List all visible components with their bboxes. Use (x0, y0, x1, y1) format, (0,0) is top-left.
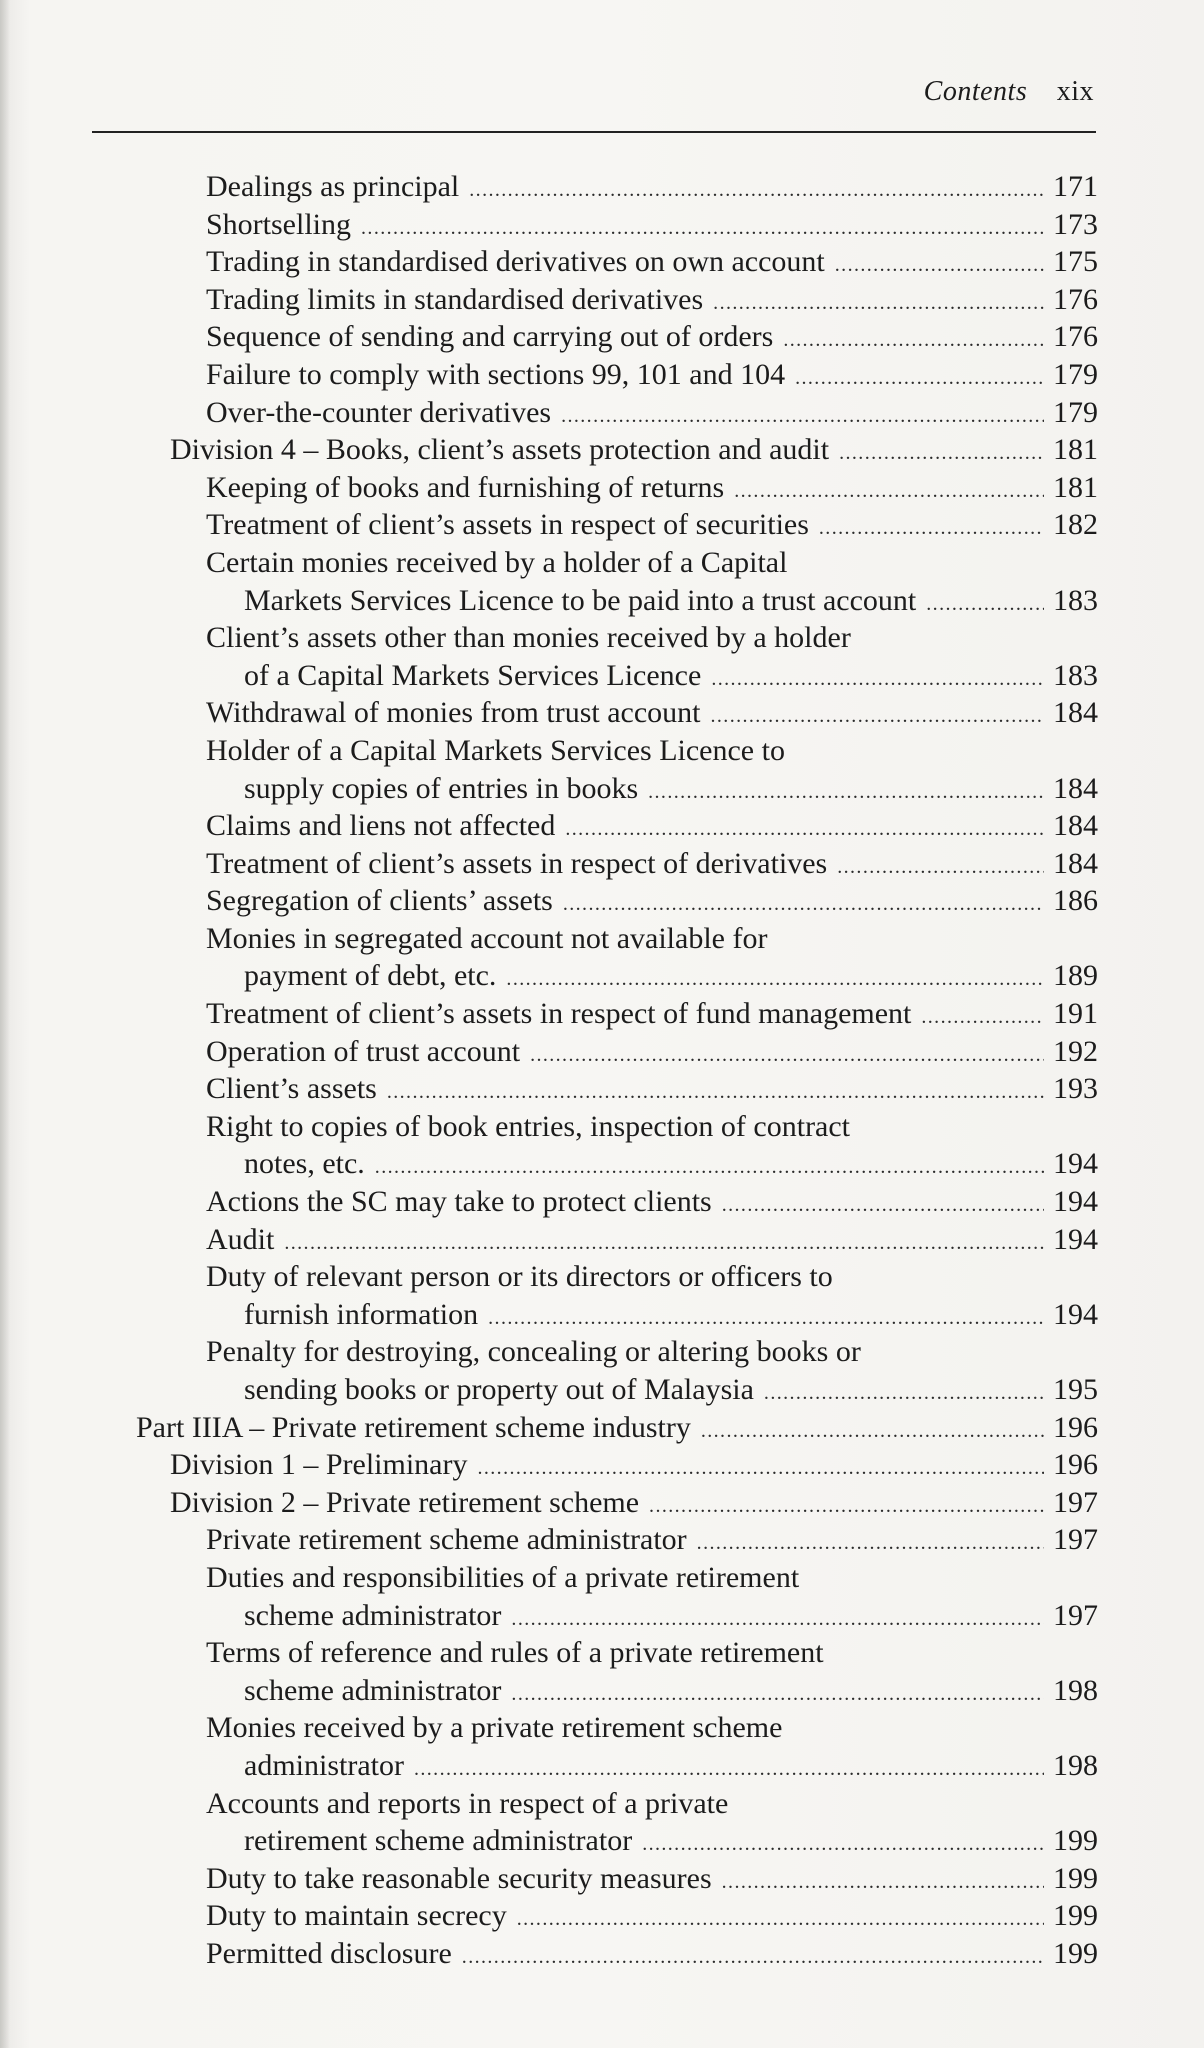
toc-entry-line (0, 318, 1204, 356)
toc-entry-line (0, 469, 1204, 507)
toc-page-number: 193 (1053, 1072, 1098, 1106)
toc-entry-title: Permitted disclosure (206, 1936, 452, 1970)
toc-entry-title: Part IIIA – Private retirement scheme industry (136, 1410, 691, 1444)
toc-page-number: 183 (1053, 583, 1098, 617)
dot-leader (517, 1901, 1044, 1939)
toc-entry-title: Division 2 – Private retirement scheme (170, 1485, 640, 1519)
dot-leader (565, 811, 1044, 849)
toc-entry (0, 1446, 1204, 1484)
toc-page-number: 189 (1053, 959, 1098, 993)
dot-leader (563, 886, 1044, 924)
toc-entry (0, 1860, 1204, 1898)
toc-entry-title: Treatment of client’s assets in respect of derivatives (206, 846, 828, 880)
toc-entry-line (0, 1747, 1204, 1785)
toc-page-number: 199 (1053, 1861, 1098, 1895)
toc-page-number: 179 (1053, 395, 1098, 429)
toc-page-number: 199 (1053, 1899, 1098, 1933)
dot-leader (795, 360, 1044, 398)
toc-entry (0, 281, 1204, 319)
toc-entry-title: Actions the SC may take to protect clients (206, 1185, 712, 1219)
toc-entry-line (0, 356, 1204, 394)
toc-entry-line (0, 431, 1204, 469)
toc-page-number: 194 (1053, 1297, 1098, 1331)
toc-entry (0, 619, 1204, 694)
toc-entry-title: Markets Services Licence to be paid into a trust account (244, 583, 917, 617)
toc-page-number: 196 (1053, 1410, 1098, 1444)
toc-entry-line (0, 1822, 1204, 1860)
toc-entry (0, 544, 1204, 619)
toc-entry-title: Withdrawal of monies from trust account (206, 696, 701, 730)
toc-page-number: 194 (1053, 1147, 1098, 1181)
toc-entry-line (0, 1860, 1204, 1898)
toc-page-number: 199 (1053, 1936, 1098, 1970)
dot-leader (530, 1037, 1044, 1075)
toc-entry (0, 506, 1204, 544)
dot-leader (469, 172, 1044, 210)
toc-page-number: 176 (1053, 282, 1098, 316)
toc-page-number: 181 (1053, 433, 1098, 467)
toc-entry (0, 1785, 1204, 1860)
toc-entry-line (0, 1672, 1204, 1710)
toc-page-number: 199 (1053, 1824, 1098, 1858)
toc-entry-line (0, 281, 1204, 319)
toc-entry (0, 995, 1204, 1033)
toc-entry-line (0, 995, 1204, 1033)
toc-entry-title: Failure to comply with sections 99, 101 and 104 (206, 357, 786, 391)
toc-entry-line (0, 243, 1204, 281)
toc-entry-title: retirement scheme administrator (244, 1824, 633, 1858)
toc-entry-line (0, 882, 1204, 920)
dot-leader (361, 210, 1044, 248)
toc-entry-line (0, 394, 1204, 432)
toc-page-number: 198 (1053, 1673, 1098, 1707)
dot-leader (711, 698, 1045, 736)
toc-entry-line (0, 1446, 1204, 1484)
toc-entry-title: Holder of a Capital Markets Services Licence to (206, 733, 785, 767)
toc-entry (0, 694, 1204, 732)
toc-entry (0, 1935, 1204, 1973)
toc-entry-line (0, 957, 1204, 995)
toc-entry (0, 243, 1204, 281)
toc-entry (0, 206, 1204, 244)
toc-entry (0, 318, 1204, 356)
toc-entry (0, 1409, 1204, 1447)
toc-entry (0, 1221, 1204, 1259)
toc-entry-line (0, 1484, 1204, 1522)
toc-entry-title: Client’s assets (206, 1072, 377, 1106)
toc-entry (0, 168, 1204, 206)
dot-leader (387, 1074, 1044, 1112)
running-header-title: Contents (923, 76, 1028, 107)
dot-leader (819, 510, 1044, 548)
toc-entry (0, 882, 1204, 920)
toc-entry-title: Shortselling (206, 207, 352, 241)
toc-entry-line (0, 694, 1204, 732)
running-header-page-number: xix (1056, 76, 1094, 107)
toc-page-number: 184 (1053, 771, 1098, 805)
toc-page-number: 197 (1053, 1485, 1098, 1519)
dot-leader (764, 1375, 1044, 1413)
dot-leader (648, 774, 1044, 812)
dot-leader (713, 285, 1044, 323)
dot-leader (835, 247, 1044, 285)
toc-entry-line (0, 1070, 1204, 1108)
toc-entry-line (0, 1409, 1204, 1447)
toc-entry-title: payment of debt, etc. (244, 959, 497, 993)
toc-entry (0, 807, 1204, 845)
toc-entry-title: furnish information (244, 1297, 479, 1331)
toc-entry (0, 1333, 1204, 1408)
toc-entry-title: scheme administrator (244, 1673, 502, 1707)
toc-entry (0, 1183, 1204, 1221)
toc-page-number: 196 (1053, 1448, 1098, 1482)
dot-leader (783, 322, 1044, 360)
toc-entry (0, 1484, 1204, 1522)
toc-page-number: 184 (1053, 809, 1098, 843)
toc-entry (0, 845, 1204, 883)
toc-entry (0, 1521, 1204, 1559)
toc-entry-line (0, 1296, 1204, 1334)
toc-entry (0, 394, 1204, 432)
toc-entry-title: administrator (244, 1748, 404, 1782)
toc-entry-line (0, 1597, 1204, 1635)
toc-entry-title: Duties and responsibilities of a private retirement (206, 1560, 800, 1594)
toc-entry-title: Keeping of books and furnishing of returns (206, 470, 725, 504)
dot-leader (711, 661, 1044, 699)
toc-page-number: 197 (1053, 1523, 1098, 1557)
toc-entry (0, 1258, 1204, 1333)
dot-leader (561, 398, 1044, 436)
toc-entry (0, 469, 1204, 507)
toc-entry-line (0, 1183, 1204, 1221)
toc-page-number: 194 (1053, 1222, 1098, 1256)
toc-entry-title: supply copies of entries in books (244, 771, 639, 805)
toc-entry (0, 1897, 1204, 1935)
toc-entry-title: Accounts and reports in respect of a private (206, 1786, 729, 1820)
toc-entry-title: notes, etc. (244, 1147, 365, 1181)
toc-entry-line (0, 657, 1204, 695)
header-rule (92, 131, 1096, 133)
toc-entry (0, 920, 1204, 995)
toc-entry (0, 1634, 1204, 1709)
toc-entry-title: Division 1 – Preliminary (170, 1448, 468, 1482)
toc-entry-title: Claims and liens not affected (206, 809, 556, 843)
toc-page-number: 195 (1053, 1373, 1098, 1406)
dot-leader (284, 1225, 1044, 1263)
dot-leader (642, 1826, 1044, 1864)
toc-entry-title: Private retirement scheme administrator (206, 1523, 687, 1557)
toc-entry-title: scheme administrator (244, 1598, 502, 1632)
toc-page-number: 183 (1053, 658, 1098, 692)
toc-page-number: 173 (1053, 207, 1098, 241)
dot-leader (511, 1676, 1044, 1714)
toc-entry-title: Treatment of client’s assets in respect of fund management (206, 997, 912, 1031)
toc-entry-line (0, 845, 1204, 883)
toc-page-number: 184 (1053, 846, 1098, 880)
toc-entry-line (0, 1033, 1204, 1071)
toc-page-number: 198 (1053, 1748, 1098, 1782)
toc-page-number: 194 (1053, 1185, 1098, 1219)
toc-entry-title: Duty to maintain secrecy (206, 1899, 507, 1933)
toc-entry-line (0, 1221, 1204, 1259)
toc-entry-title: Duty to take reasonable security measures (206, 1861, 712, 1895)
toc-entry-title: Trading limits in standardised derivatives (206, 282, 704, 316)
toc-entry-title: Sequence of sending and carrying out of orders (206, 320, 774, 354)
toc-entry-title: Penalty for destroying, concealing or altering books or (206, 1335, 861, 1369)
dot-leader (722, 1864, 1044, 1902)
toc-entry (0, 1559, 1204, 1634)
toc-page-number: 175 (1053, 245, 1098, 279)
dot-leader (926, 586, 1044, 624)
toc-entry-title: Segregation of clients’ assets (206, 884, 553, 918)
toc-entry-title: Division 4 – Books, client’s assets protection and audit (170, 433, 830, 467)
toc-entry-line (0, 1145, 1204, 1183)
dot-leader (921, 999, 1044, 1037)
toc-page-number: 186 (1053, 884, 1098, 918)
toc-entry-title: Duty of relevant person or its directors or officers to (206, 1260, 833, 1294)
toc-entry-line (0, 582, 1204, 620)
toc-entry-title: Over-the-counter derivatives (206, 395, 552, 429)
dot-leader (837, 849, 1044, 887)
dot-leader (375, 1149, 1044, 1187)
toc-entry-title: Monies received by a private retirement scheme (206, 1711, 783, 1745)
toc-entry-title: Operation of trust account (206, 1034, 521, 1068)
toc-entry-title: Dealings as principal (206, 170, 460, 203)
toc-entry (0, 1033, 1204, 1071)
toc-page-number: 191 (1053, 997, 1098, 1031)
dot-leader (649, 1488, 1044, 1526)
toc-page-number: 179 (1053, 357, 1098, 391)
dot-leader (511, 1601, 1044, 1639)
toc-entry-line (0, 506, 1204, 544)
dot-leader (734, 473, 1044, 511)
dot-leader (477, 1450, 1044, 1488)
toc-page-number: 184 (1053, 696, 1098, 730)
toc-entry (0, 1108, 1204, 1183)
toc-entry (0, 431, 1204, 469)
toc-entry-line (0, 1935, 1204, 1973)
dot-leader (722, 1187, 1044, 1225)
toc-entry-line (0, 1371, 1204, 1409)
toc-entry-line (0, 168, 1204, 206)
dot-leader (701, 1413, 1044, 1451)
running-header (924, 76, 1094, 108)
toc-entry-title: Certain monies received by a holder of a Capital (206, 545, 788, 579)
toc-entry (0, 732, 1204, 807)
toc-entry-title: Monies in segregated account not available for (206, 921, 768, 955)
dot-leader (488, 1300, 1044, 1338)
toc-page-number: 176 (1053, 320, 1098, 354)
toc-entry-title: Terms of reference and rules of a private retirement (206, 1636, 824, 1670)
toc-entry-title: Trading in standardised derivatives on own account (206, 245, 825, 279)
dot-leader (839, 435, 1044, 473)
toc-entry-title: Treatment of client’s assets in respect of securities (206, 508, 809, 542)
table-of-contents (0, 168, 1204, 1973)
toc-entry-title: Client’s assets other than monies received by a holder (206, 621, 851, 655)
toc-entry (0, 1709, 1204, 1784)
toc-entry-title: Right to copies of book entries, inspection of contract (206, 1109, 851, 1143)
toc-entry-line (0, 1897, 1204, 1935)
toc-entry-line (0, 807, 1204, 845)
toc-entry-title: Audit (206, 1222, 275, 1256)
toc-entry (0, 1070, 1204, 1108)
toc-page-number: 192 (1053, 1034, 1098, 1068)
dot-leader (462, 1939, 1044, 1977)
toc-entry (0, 356, 1204, 394)
dot-leader (697, 1525, 1044, 1563)
toc-page-number: 171 (1053, 170, 1098, 203)
toc-entry-line (0, 770, 1204, 808)
toc-page-number: 181 (1053, 470, 1098, 504)
toc-page-number: 197 (1053, 1598, 1098, 1632)
toc-entry-title: sending books or property out of Malaysia (244, 1373, 754, 1406)
dot-leader (506, 961, 1044, 999)
toc-entry-title: of a Capital Markets Services Licence (244, 658, 702, 692)
toc-entry-line (0, 206, 1204, 244)
toc-entry-line (0, 1521, 1204, 1559)
toc-page-number: 182 (1053, 508, 1098, 542)
dot-leader (414, 1751, 1044, 1789)
